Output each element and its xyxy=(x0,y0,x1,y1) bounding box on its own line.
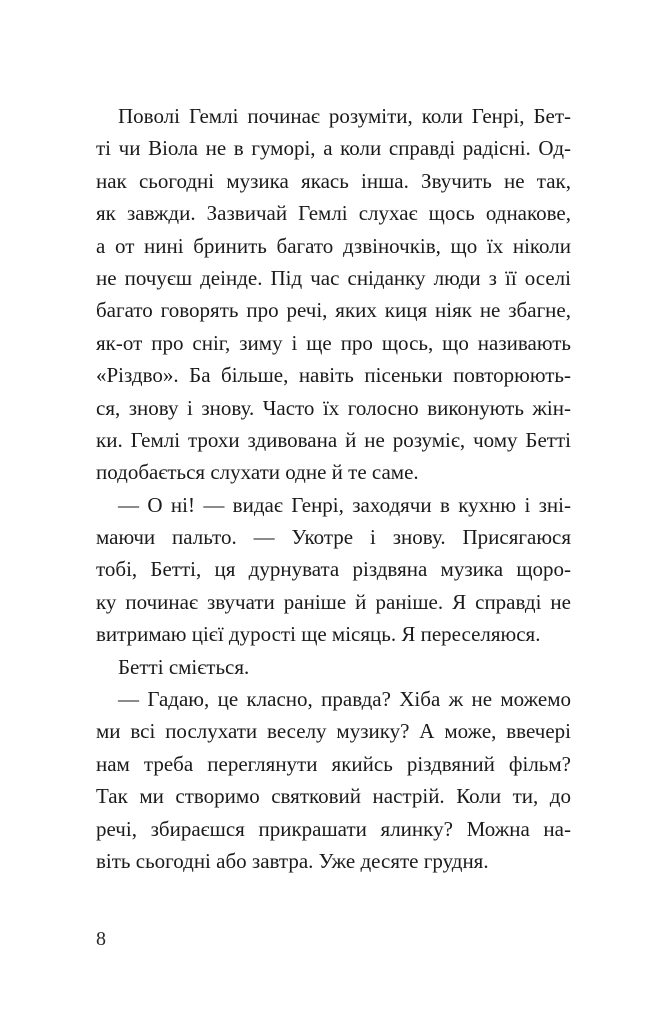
text-line: нак сьогодні музика якась інша. Звучить не так, xyxy=(96,168,571,193)
text-line: Поволі Гемлі починає розуміти, коли Генрі, Бет- xyxy=(118,104,571,128)
text-line: тобі, Бетті, ця дурнувата різдвяна музика щоро- xyxy=(96,557,571,582)
text-line: ми всі послухати веселу музику? А може, ввечері xyxy=(96,719,571,744)
text-line: подобається слухати одне й те саме. xyxy=(96,460,419,485)
text-line: — Гадаю, це класно, правда? Хіба ж не можемо xyxy=(118,687,571,712)
text-line: ся, знову і знову. Часто їх голосно виконують жін- xyxy=(96,395,571,420)
text-line: віть сьогодні або завтра. Уже десяте грудня. xyxy=(96,848,489,873)
text-line: Так ми створимо святковий настрій. Коли ти, до xyxy=(96,784,571,809)
text-line: витримаю цієї дурості ще місяць. Я переселяюся. xyxy=(96,622,541,647)
text-line: «Різдво». Ба більше, навіть пісеньки повторюють- xyxy=(96,363,571,388)
text-line: як-от про сніг, зиму і ще про щось, що називають xyxy=(96,330,571,355)
page-number: 8 xyxy=(96,928,106,950)
text-line: речі, збираєшся прикрашати ялинку? Можна на- xyxy=(96,816,571,841)
text-line: а от нині бринить багато дзвіночків, що їх ніколи xyxy=(96,233,571,258)
body-text xyxy=(96,100,571,877)
text-line: ки. Гемлі трохи здивована й не розуміє, чому Бетті xyxy=(96,427,571,452)
text-line: як завжди. Зазвичай Гемлі слухає щось однакове, xyxy=(96,201,571,226)
text-line: Бетті сміється. xyxy=(118,654,250,679)
text-line: не почуєш деінде. Під час сніданку люди з її оселі xyxy=(96,265,571,290)
text-line: нам треба переглянути якийсь різдвяний фільм? xyxy=(96,751,571,776)
text-line: багато говорять про речі, яких киця ніяк не збагне, xyxy=(96,298,571,323)
text-line: ті чи Віола не в гуморі, а коли справді радісні. Од- xyxy=(96,136,571,161)
text-line: ку починає звучати раніше й раніше. Я справді не xyxy=(96,589,571,614)
text-line: — О ні! — видає Генрі, заходячи в кухню і зні- xyxy=(118,492,571,517)
text-line: маючи пальто. — Укотре і знову. Присягаюся xyxy=(96,525,571,550)
